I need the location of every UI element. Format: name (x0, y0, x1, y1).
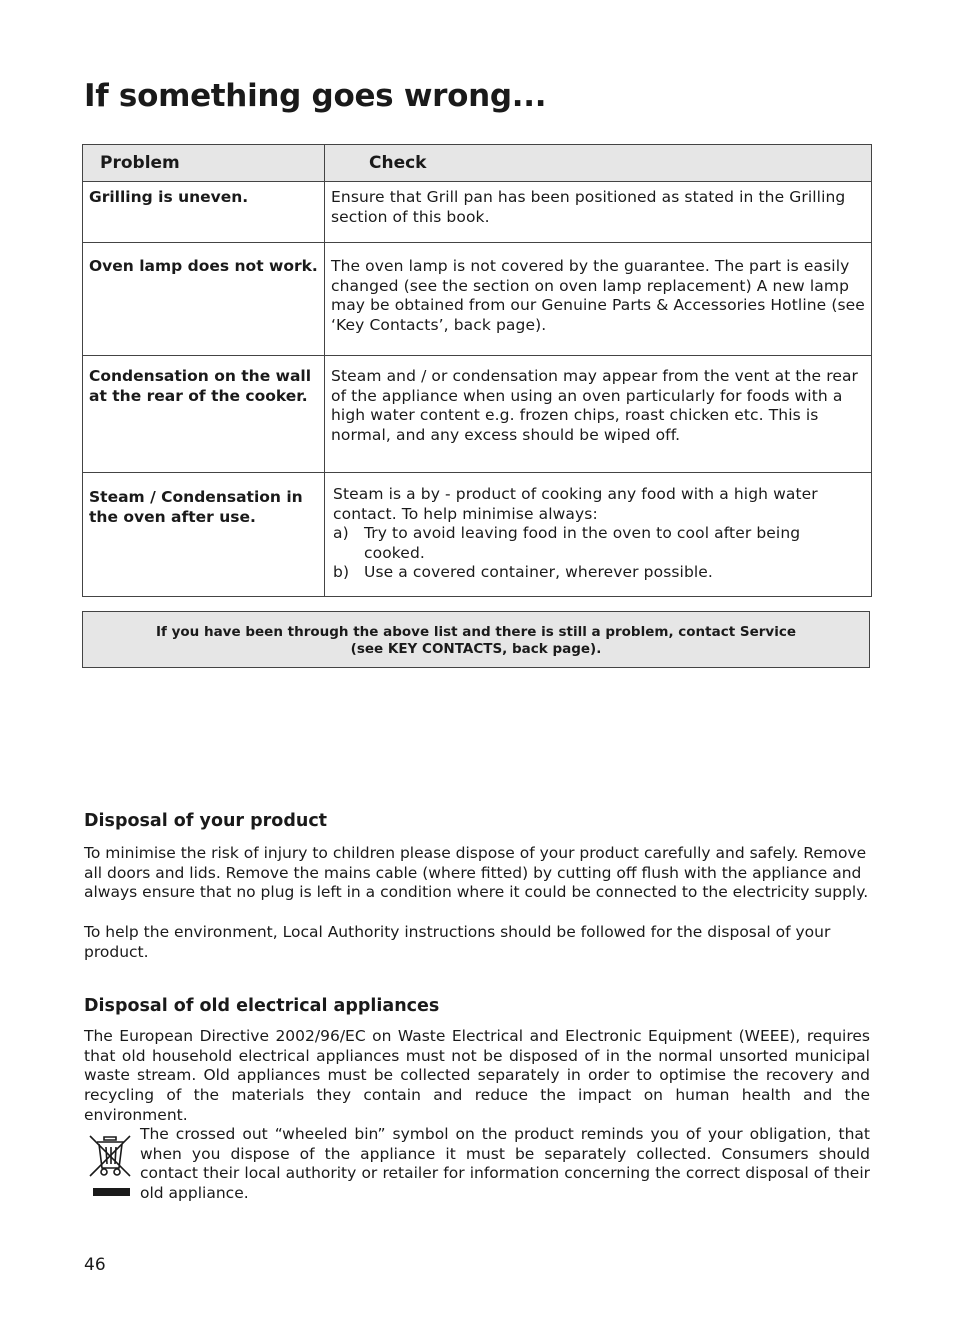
disposal-product-para-1: To minimise the risk of injury to children please dispose of your product carefully and safely. Remove all doors and lids. Remove the mains cable (where fitted) by cutting off flush with the appliance and always ensure that no plug is left in a condition where it could be connected to the electricity supply. (84, 844, 869, 902)
service-notice (82, 611, 870, 668)
step-text: Try to avoid leaving food in the oven to cool after being cooked. (364, 524, 801, 562)
header-check: Check (325, 145, 872, 182)
disposal-electrical-para-1: The European Directive 2002/96/EC on Waste Electrical and Electronic Equipment (WEEE), requires that old household electrical appliances must not be disposed of in the normal unsorted municipal waste stream. Old appliances must be collected separately in order to optimise the recovery and recycling of the materials they contain and reduce the impact on human health and the environment. (84, 1027, 870, 1124)
step-text: Use a covered container, wherever possible. (364, 563, 713, 581)
problem-cell: Oven lamp does not work. (83, 243, 325, 356)
list-item (333, 563, 865, 583)
disposal-product-heading: Disposal of your product (84, 811, 328, 831)
check-intro: Steam is a by - product of cooking any food with a high water contact. To help minimise always: (333, 485, 818, 523)
troubleshooting-table (82, 144, 872, 597)
check-cell (325, 473, 872, 597)
disposal-electrical-heading: Disposal of old electrical appliances (84, 996, 440, 1016)
check-cell: Ensure that Grill pan has been positioned as stated in the Grilling section of this book. (325, 182, 872, 243)
problem-cell: Steam / Condensation in the oven after use. (83, 473, 325, 597)
page-title: If something goes wrong... (84, 78, 547, 114)
crossed-out-wheeled-bin-icon (86, 1130, 134, 1202)
table-row (83, 182, 872, 243)
page-number: 46 (84, 1255, 106, 1275)
check-steps (333, 524, 865, 583)
disposal-product-para-2: To help the environment, Local Authority instructions should be followed for the disposal of your product. (84, 923, 831, 961)
problem-cell: Grilling is uneven. (83, 182, 325, 243)
step-marker: a) (333, 524, 349, 542)
table-row (83, 473, 872, 597)
step-marker: b) (333, 563, 350, 581)
table-header-row (83, 145, 872, 182)
list-item (333, 524, 865, 563)
weee-symbol-text: The crossed out “wheeled bin” symbol on the product reminds you of your obligation, that when you dispose of the appliance it must be separately collected. Consumers should contact their local authority or retailer for information concerning the correct disposal of their old appliance. (140, 1125, 870, 1203)
header-problem: Problem (83, 145, 325, 182)
notice-line-2: (see KEY CONTACTS, back page). (350, 641, 602, 657)
table-row (83, 243, 872, 356)
check-cell: The oven lamp is not covered by the guarantee. The part is easily changed (see the section on oven lamp replacement) A new lamp may be obtained from our Genuine Parts & Accessories Hotline (see ‘Key Contacts’, back page). (325, 243, 872, 356)
check-cell: Steam and / or condensation may appear from the vent at the rear of the appliance when using an oven particularly for foods with a high water content e.g. frozen chips, roast chicken etc. This is normal, and any excess should be wiped off. (325, 356, 872, 473)
notice-line-1: If you have been through the above list and there is still a problem, contact Service (155, 624, 797, 640)
problem-cell: Condensation on the wall at the rear of the cooker. (83, 356, 325, 473)
table-row (83, 356, 872, 473)
